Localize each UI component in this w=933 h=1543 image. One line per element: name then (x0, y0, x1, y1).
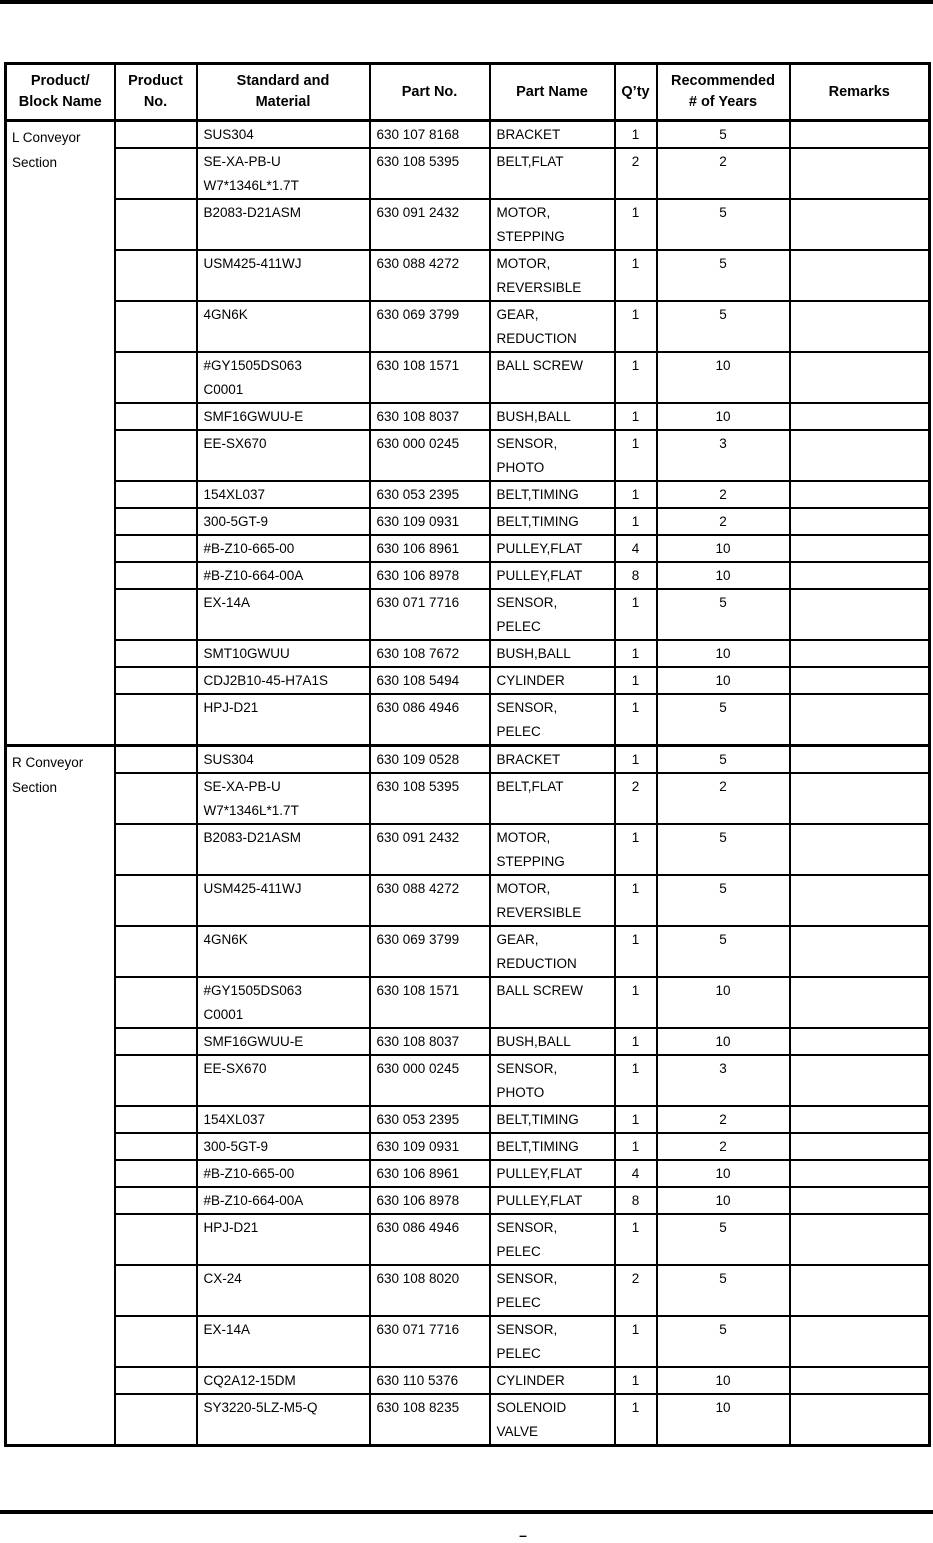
cell-recommended-years: 10 (657, 352, 790, 403)
cell-recommended-years: 10 (657, 1160, 790, 1187)
cell-product-no (115, 1133, 197, 1160)
cell-product-no (115, 121, 197, 149)
cell-standard-material: #B-Z10-664-00A (197, 1187, 370, 1214)
cell-qty: 1 (615, 640, 657, 667)
cell-remarks (790, 250, 930, 301)
cell-remarks (790, 1265, 930, 1316)
cell-part-no: 630 108 8037 (370, 403, 490, 430)
cell-recommended-years: 2 (657, 1133, 790, 1160)
cell-remarks (790, 1394, 930, 1446)
cell-qty: 1 (615, 1394, 657, 1446)
cell-remarks (790, 875, 930, 926)
cell-product-no (115, 199, 197, 250)
cell-qty: 1 (615, 694, 657, 746)
table-row (6, 562, 930, 589)
cell-part-name: BALL SCREW (490, 352, 615, 403)
cell-part-no: 630 108 8037 (370, 1028, 490, 1055)
table-row (6, 403, 930, 430)
cell-qty: 4 (615, 1160, 657, 1187)
table-row (6, 148, 930, 199)
cell-product-no (115, 535, 197, 562)
cell-qty: 1 (615, 667, 657, 694)
cell-part-name: SENSOR, PHOTO (490, 430, 615, 481)
column-header: Product/ Block Name (6, 64, 115, 121)
cell-part-no: 630 091 2432 (370, 199, 490, 250)
cell-qty: 8 (615, 562, 657, 589)
cell-product-no (115, 1055, 197, 1106)
cell-recommended-years: 2 (657, 508, 790, 535)
cell-product-no (115, 824, 197, 875)
cell-qty: 1 (615, 875, 657, 926)
cell-product-no (115, 773, 197, 824)
cell-standard-material: #GY1505DS063 C0001 (197, 352, 370, 403)
cell-recommended-years: 2 (657, 481, 790, 508)
column-header: Recommended # of Years (657, 64, 790, 121)
cell-part-name: BALL SCREW (490, 977, 615, 1028)
cell-standard-material: CDJ2B10-45-H7A1S (197, 667, 370, 694)
cell-standard-material: 154XL037 (197, 1106, 370, 1133)
page-number-dash: – (519, 1527, 527, 1543)
cell-remarks (790, 1133, 930, 1160)
cell-product-no (115, 250, 197, 301)
cell-recommended-years: 10 (657, 1394, 790, 1446)
column-header: Q’ty (615, 64, 657, 121)
cell-product-no (115, 430, 197, 481)
cell-part-no: 630 108 1571 (370, 977, 490, 1028)
cell-remarks (790, 1367, 930, 1394)
cell-qty: 4 (615, 535, 657, 562)
cell-part-name: PULLEY,FLAT (490, 1160, 615, 1187)
cell-part-no: 630 088 4272 (370, 875, 490, 926)
cell-part-name: CYLINDER (490, 667, 615, 694)
table-row (6, 250, 930, 301)
cell-qty: 1 (615, 403, 657, 430)
cell-qty: 1 (615, 1214, 657, 1265)
cell-qty: 1 (615, 977, 657, 1028)
cell-product-no (115, 1214, 197, 1265)
cell-qty: 1 (615, 1055, 657, 1106)
cell-product-no (115, 875, 197, 926)
cell-standard-material: SMT10GWUU (197, 640, 370, 667)
cell-recommended-years: 2 (657, 1106, 790, 1133)
cell-product-no (115, 508, 197, 535)
cell-part-name: BELT,TIMING (490, 1133, 615, 1160)
cell-standard-material: USM425-411WJ (197, 875, 370, 926)
cell-standard-material: SE-XA-PB-U W7*1346L*1.7T (197, 773, 370, 824)
cell-remarks (790, 640, 930, 667)
cell-remarks (790, 1106, 930, 1133)
cell-part-name: SENSOR, PELEC (490, 1316, 615, 1367)
cell-recommended-years: 10 (657, 1028, 790, 1055)
cell-part-name: BELT,FLAT (490, 773, 615, 824)
cell-qty: 1 (615, 199, 657, 250)
cell-part-name: BRACKET (490, 121, 615, 149)
cell-standard-material: USM425-411WJ (197, 250, 370, 301)
table-header (6, 64, 930, 121)
cell-part-name: PULLEY,FLAT (490, 1187, 615, 1214)
cell-qty: 2 (615, 1265, 657, 1316)
cell-qty: 1 (615, 508, 657, 535)
cell-qty: 1 (615, 1133, 657, 1160)
cell-part-no: 630 108 7672 (370, 640, 490, 667)
cell-product-no (115, 667, 197, 694)
cell-recommended-years: 10 (657, 535, 790, 562)
table-row (6, 773, 930, 824)
cell-standard-material: 300-5GT-9 (197, 1133, 370, 1160)
cell-part-no: 630 108 5395 (370, 773, 490, 824)
cell-part-no: 630 108 5494 (370, 667, 490, 694)
cell-standard-material: #B-Z10-665-00 (197, 535, 370, 562)
cell-qty: 1 (615, 824, 657, 875)
cell-recommended-years: 5 (657, 824, 790, 875)
cell-standard-material: EX-14A (197, 589, 370, 640)
cell-recommended-years: 5 (657, 1265, 790, 1316)
cell-qty: 1 (615, 352, 657, 403)
section-name-cell: L Conveyor Section (6, 121, 115, 746)
cell-recommended-years: 10 (657, 1367, 790, 1394)
cell-part-name: SOLENOID VALVE (490, 1394, 615, 1446)
table-row (6, 430, 930, 481)
cell-part-no: 630 053 2395 (370, 1106, 490, 1133)
cell-part-name: CYLINDER (490, 1367, 615, 1394)
cell-qty: 1 (615, 1106, 657, 1133)
table-row (6, 1160, 930, 1187)
cell-remarks (790, 773, 930, 824)
column-header: Remarks (790, 64, 930, 121)
cell-standard-material: SUS304 (197, 121, 370, 149)
cell-recommended-years: 5 (657, 199, 790, 250)
cell-recommended-years: 3 (657, 430, 790, 481)
cell-standard-material: 300-5GT-9 (197, 508, 370, 535)
table-row (6, 1394, 930, 1446)
cell-product-no (115, 1106, 197, 1133)
cell-recommended-years: 10 (657, 640, 790, 667)
column-header: Product No. (115, 64, 197, 121)
table-row (6, 589, 930, 640)
cell-recommended-years: 5 (657, 926, 790, 977)
cell-remarks (790, 926, 930, 977)
cell-product-no (115, 1265, 197, 1316)
cell-part-no: 630 108 8235 (370, 1394, 490, 1446)
cell-product-no (115, 694, 197, 746)
cell-standard-material: CQ2A12-15DM (197, 1367, 370, 1394)
cell-remarks (790, 1187, 930, 1214)
cell-part-name: PULLEY,FLAT (490, 562, 615, 589)
cell-standard-material: HPJ-D21 (197, 694, 370, 746)
cell-qty: 1 (615, 250, 657, 301)
cell-part-name: SENSOR, PHOTO (490, 1055, 615, 1106)
cell-remarks (790, 148, 930, 199)
cell-product-no (115, 1316, 197, 1367)
cell-part-name: BELT,FLAT (490, 148, 615, 199)
cell-part-no: 630 086 4946 (370, 1214, 490, 1265)
cell-qty: 1 (615, 746, 657, 774)
cell-recommended-years: 5 (657, 875, 790, 926)
table-row (6, 199, 930, 250)
cell-product-no (115, 977, 197, 1028)
cell-standard-material: EX-14A (197, 1316, 370, 1367)
cell-product-no (115, 1160, 197, 1187)
cell-product-no (115, 640, 197, 667)
cell-standard-material: #GY1505DS063 C0001 (197, 977, 370, 1028)
table-row (6, 875, 930, 926)
cell-remarks (790, 481, 930, 508)
cell-recommended-years: 5 (657, 250, 790, 301)
cell-standard-material: 4GN6K (197, 926, 370, 977)
cell-part-name: BUSH,BALL (490, 403, 615, 430)
cell-part-no: 630 106 8961 (370, 1160, 490, 1187)
table-row (6, 1133, 930, 1160)
table-row (6, 1106, 930, 1133)
cell-part-no: 630 107 8168 (370, 121, 490, 149)
cell-part-name: SENSOR, PELEC (490, 1265, 615, 1316)
cell-part-no: 630 106 8978 (370, 1187, 490, 1214)
cell-qty: 8 (615, 1187, 657, 1214)
cell-standard-material: #B-Z10-664-00A (197, 562, 370, 589)
cell-qty: 1 (615, 301, 657, 352)
cell-part-no: 630 069 3799 (370, 926, 490, 977)
cell-part-no: 630 053 2395 (370, 481, 490, 508)
table-row (6, 1055, 930, 1106)
cell-product-no (115, 1367, 197, 1394)
cell-recommended-years: 10 (657, 562, 790, 589)
cell-recommended-years: 10 (657, 403, 790, 430)
cell-standard-material: 154XL037 (197, 481, 370, 508)
cell-part-no: 630 108 5395 (370, 148, 490, 199)
table-row (6, 352, 930, 403)
table-row (6, 1316, 930, 1367)
cell-qty: 1 (615, 1367, 657, 1394)
table-row (6, 824, 930, 875)
cell-part-name: BELT,TIMING (490, 481, 615, 508)
cell-part-name: SENSOR, PELEC (490, 589, 615, 640)
table-body (6, 121, 930, 1446)
cell-standard-material: HPJ-D21 (197, 1214, 370, 1265)
table-row (6, 301, 930, 352)
table-row (6, 640, 930, 667)
cell-recommended-years: 5 (657, 301, 790, 352)
footer-page-rule (0, 1510, 933, 1514)
table-row (6, 926, 930, 977)
cell-part-no: 630 108 1571 (370, 352, 490, 403)
cell-recommended-years: 2 (657, 773, 790, 824)
table-row (6, 1367, 930, 1394)
cell-remarks (790, 199, 930, 250)
cell-recommended-years: 10 (657, 1187, 790, 1214)
cell-part-no: 630 109 0931 (370, 508, 490, 535)
cell-product-no (115, 301, 197, 352)
cell-recommended-years: 5 (657, 1316, 790, 1367)
cell-recommended-years: 5 (657, 746, 790, 774)
cell-standard-material: EE-SX670 (197, 1055, 370, 1106)
cell-part-name: MOTOR, REVERSIBLE (490, 875, 615, 926)
cell-qty: 2 (615, 148, 657, 199)
cell-remarks (790, 667, 930, 694)
table-row (6, 508, 930, 535)
cell-remarks (790, 352, 930, 403)
cell-remarks (790, 508, 930, 535)
cell-recommended-years: 10 (657, 667, 790, 694)
cell-standard-material: CX-24 (197, 1265, 370, 1316)
cell-part-name: SENSOR, PELEC (490, 1214, 615, 1265)
cell-remarks (790, 1028, 930, 1055)
cell-part-no: 630 000 0245 (370, 430, 490, 481)
cell-part-no: 630 088 4272 (370, 250, 490, 301)
cell-standard-material: 4GN6K (197, 301, 370, 352)
cell-qty: 2 (615, 773, 657, 824)
cell-part-name: BUSH,BALL (490, 640, 615, 667)
cell-part-name: MOTOR, STEPPING (490, 824, 615, 875)
cell-qty: 1 (615, 926, 657, 977)
cell-product-no (115, 1028, 197, 1055)
cell-recommended-years: 2 (657, 148, 790, 199)
column-header: Part Name (490, 64, 615, 121)
cell-recommended-years: 5 (657, 121, 790, 149)
cell-product-no (115, 352, 197, 403)
cell-standard-material: #B-Z10-665-00 (197, 1160, 370, 1187)
cell-part-name: BELT,TIMING (490, 1106, 615, 1133)
cell-product-no (115, 1394, 197, 1446)
cell-standard-material: SE-XA-PB-U W7*1346L*1.7T (197, 148, 370, 199)
cell-remarks (790, 694, 930, 746)
cell-part-no: 630 106 8978 (370, 562, 490, 589)
cell-qty: 1 (615, 589, 657, 640)
cell-remarks (790, 301, 930, 352)
cell-recommended-years: 5 (657, 1214, 790, 1265)
cell-part-name: MOTOR, STEPPING (490, 199, 615, 250)
table-row (6, 535, 930, 562)
cell-part-name: BUSH,BALL (490, 1028, 615, 1055)
cell-remarks (790, 1055, 930, 1106)
cell-qty: 1 (615, 1028, 657, 1055)
cell-remarks (790, 824, 930, 875)
table-row (6, 977, 930, 1028)
cell-qty: 1 (615, 481, 657, 508)
cell-part-name: SENSOR, PELEC (490, 694, 615, 746)
cell-recommended-years: 5 (657, 694, 790, 746)
table-row (6, 121, 930, 149)
section-name-cell: R Conveyor Section (6, 746, 115, 1446)
cell-product-no (115, 148, 197, 199)
cell-product-no (115, 1187, 197, 1214)
cell-product-no (115, 562, 197, 589)
cell-standard-material: SMF16GWUU-E (197, 403, 370, 430)
cell-remarks (790, 535, 930, 562)
table-row (6, 1028, 930, 1055)
table-row (6, 694, 930, 746)
cell-recommended-years: 3 (657, 1055, 790, 1106)
cell-remarks (790, 746, 930, 774)
cell-part-name: GEAR, REDUCTION (490, 301, 615, 352)
cell-part-no: 630 071 7716 (370, 1316, 490, 1367)
cell-qty: 1 (615, 1316, 657, 1367)
cell-part-name: BRACKET (490, 746, 615, 774)
column-header: Part No. (370, 64, 490, 121)
spare-parts-table (4, 62, 931, 1447)
table-row (6, 1265, 930, 1316)
cell-part-no: 630 106 8961 (370, 535, 490, 562)
cell-part-no: 630 110 5376 (370, 1367, 490, 1394)
cell-remarks (790, 430, 930, 481)
table-row (6, 481, 930, 508)
cell-standard-material: SMF16GWUU-E (197, 1028, 370, 1055)
cell-standard-material: B2083-D21ASM (197, 199, 370, 250)
cell-product-no (115, 589, 197, 640)
column-header: Standard and Material (197, 64, 370, 121)
cell-qty: 1 (615, 121, 657, 149)
cell-remarks (790, 121, 930, 149)
cell-product-no (115, 926, 197, 977)
cell-standard-material: EE-SX670 (197, 430, 370, 481)
cell-remarks (790, 977, 930, 1028)
cell-part-name: MOTOR, REVERSIBLE (490, 250, 615, 301)
cell-part-name: PULLEY,FLAT (490, 535, 615, 562)
cell-part-no: 630 071 7716 (370, 589, 490, 640)
cell-remarks (790, 403, 930, 430)
cell-part-no: 630 069 3799 (370, 301, 490, 352)
cell-remarks (790, 1160, 930, 1187)
cell-part-name: GEAR, REDUCTION (490, 926, 615, 977)
cell-recommended-years: 10 (657, 977, 790, 1028)
cell-standard-material: SY3220-5LZ-M5-Q (197, 1394, 370, 1446)
cell-part-no: 630 086 4946 (370, 694, 490, 746)
table-row (6, 746, 930, 774)
cell-part-no: 630 109 0528 (370, 746, 490, 774)
header-row (6, 64, 930, 121)
cell-remarks (790, 1316, 930, 1367)
cell-part-name: BELT,TIMING (490, 508, 615, 535)
table-row (6, 667, 930, 694)
cell-standard-material: SUS304 (197, 746, 370, 774)
cell-standard-material: B2083-D21ASM (197, 824, 370, 875)
cell-product-no (115, 481, 197, 508)
cell-part-no: 630 091 2432 (370, 824, 490, 875)
table-row (6, 1187, 930, 1214)
cell-remarks (790, 1214, 930, 1265)
cell-remarks (790, 562, 930, 589)
table-row (6, 1214, 930, 1265)
cell-product-no (115, 403, 197, 430)
cell-part-no: 630 108 8020 (370, 1265, 490, 1316)
cell-remarks (790, 589, 930, 640)
top-page-rule (0, 0, 933, 4)
cell-part-no: 630 000 0245 (370, 1055, 490, 1106)
cell-recommended-years: 5 (657, 589, 790, 640)
cell-product-no (115, 746, 197, 774)
cell-part-no: 630 109 0931 (370, 1133, 490, 1160)
cell-qty: 1 (615, 430, 657, 481)
